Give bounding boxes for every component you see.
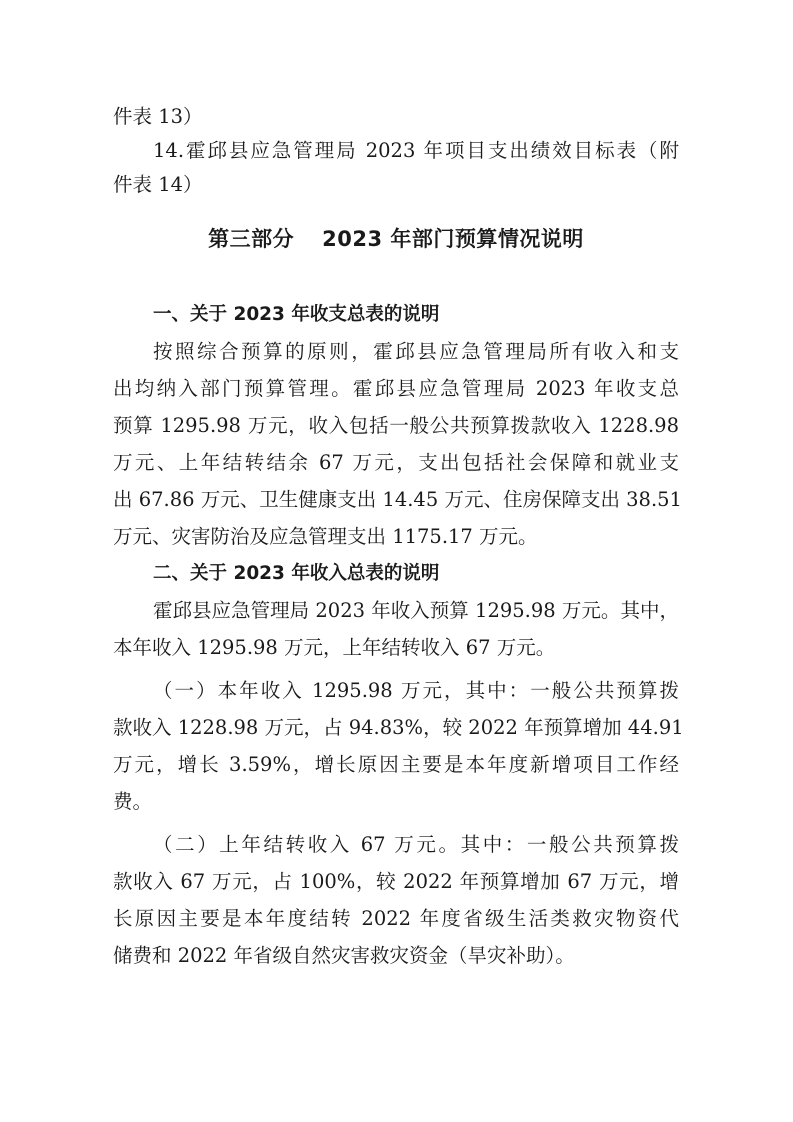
attachment-14-line1: 14.霍邱县应急管理局 2023 年项目支出绩效目标表（附 bbox=[153, 139, 679, 162]
section1-line: 万元、灾害防治及应急管理支出 1175.17 万元。 bbox=[113, 525, 538, 548]
section2-para2-line: 费。 bbox=[113, 790, 153, 813]
section1-line: 预算 1295.98 万元，收入包括一般公共预算拨款收入 1228.98 bbox=[113, 414, 679, 437]
section-title-part: 第三部分 bbox=[208, 227, 295, 251]
section2-para2-line: 款收入 1228.98 万元，占 94.83%，较 2022 年预算增加 44.91 bbox=[113, 716, 684, 739]
section1-heading: 一、关于 2023 年收支总表的说明 bbox=[153, 304, 440, 325]
section2-para2-line: 万元，增长 3.59%，增长原因主要是本年度新增项目工作经 bbox=[113, 753, 679, 776]
section1-line: 按照综合预算的原则，霍邱县应急管理局所有收入和支 bbox=[153, 340, 679, 363]
section-title bbox=[113, 222, 679, 256]
section1-line: 万元、上年结转结余 67 万元，支出包括社会保障和就业支 bbox=[113, 451, 679, 474]
attachment-14-line2: 件表 14） bbox=[113, 173, 203, 196]
section1-line: 出 67.86 万元、卫生健康支出 14.45 万元、住房保障支出 38.51 bbox=[113, 488, 682, 511]
section2-para1-line: 本年收入 1295.98 万元，上年结转收入 67 万元。 bbox=[113, 636, 556, 659]
section2-para3-line: （二）上年结转收入 67 万元。其中：一般公共预算拨 bbox=[153, 833, 679, 856]
document-page bbox=[113, 100, 684, 974]
section2-heading: 二、关于 2023 年收入总表的说明 bbox=[153, 563, 440, 584]
section2-para3-line: 长原因主要是本年度结转 2022 年度省级生活类救灾物资代 bbox=[113, 907, 679, 930]
attachment-13-tail: 件表 13） bbox=[113, 105, 203, 128]
section2-para3-line: 款收入 67 万元，占 100%，较 2022 年预算增加 67 万元，增 bbox=[113, 870, 679, 893]
section2-para1-line: 霍邱县应急管理局 2023 年收入预算 1295.98 万元。其中， bbox=[153, 599, 679, 622]
section2-para2-line: （一）本年收入 1295.98 万元，其中：一般公共预算拨 bbox=[153, 679, 679, 702]
section1-line: 出均纳入部门预算管理。霍邱县应急管理局 2023 年收支总 bbox=[113, 377, 679, 400]
section-title-name: 2023 年部门预算情况说明 bbox=[322, 227, 584, 251]
section2-para3-line: 储费和 2022 年省级自然灾害救灾资金（旱灾补助）。 bbox=[113, 944, 575, 967]
